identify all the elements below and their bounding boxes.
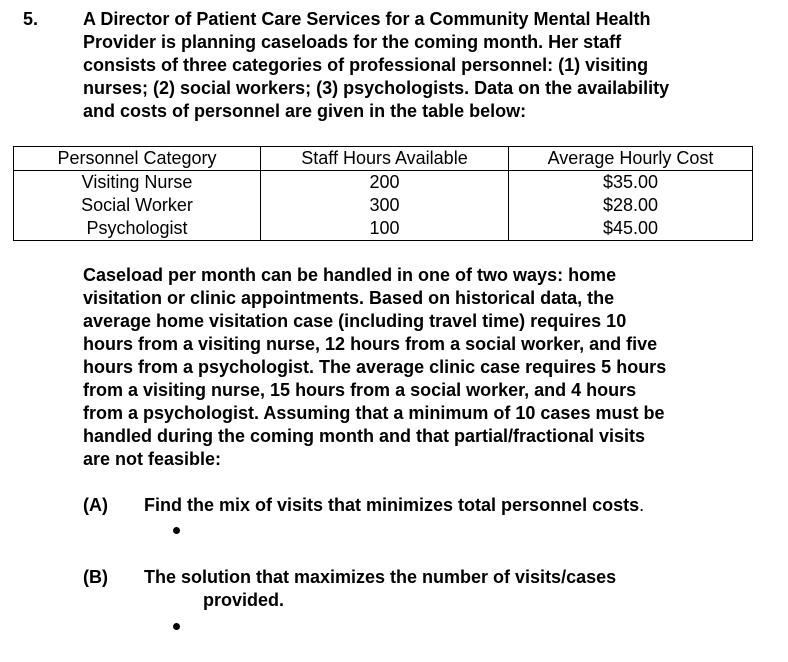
table-cell: $35.00	[602, 172, 659, 192]
part-b-text	[144, 566, 616, 612]
header-hourly-cost: Average Hourly Cost	[509, 147, 753, 171]
intro-line: A Director of Patient Care Services for a Community Mental Health	[83, 9, 651, 29]
caseload-line: Caseload per month can be handled in one of two ways: home	[83, 265, 617, 285]
table-cell: Visiting Nurse	[81, 172, 193, 192]
table-cell: 100	[369, 218, 400, 238]
intro-paragraph	[83, 8, 669, 123]
header-staff-hours: Staff Hours Available	[261, 147, 509, 171]
staff-hours-column	[261, 171, 509, 241]
personnel-table	[13, 146, 753, 241]
hourly-cost-column	[509, 171, 753, 241]
intro-line: consists of three categories of professional personnel: (1) visiting	[83, 55, 649, 75]
part-b-label: (B)	[83, 567, 108, 587]
table-body-row	[14, 171, 753, 241]
caseload-line: average home visitation case (including travel time) requires 10	[83, 311, 627, 331]
intro-line: and costs of personnel are given in the table below:	[83, 101, 527, 121]
caseload-paragraph	[83, 264, 666, 471]
answer-bullet-a	[173, 527, 180, 534]
personnel-category-column	[14, 171, 261, 241]
caseload-line: visitation or clinic appointments. Based on historical data, the	[83, 288, 615, 308]
caseload-line: are not feasible:	[83, 449, 222, 469]
table-cell: $45.00	[602, 218, 659, 238]
header-personnel-category: Personnel Category	[14, 147, 261, 171]
table-cell: 300	[369, 195, 400, 215]
table-cell: Psychologist	[86, 218, 188, 238]
caseload-line: from a psychologist. Assuming that a minimum of 10 cases must be	[83, 403, 665, 423]
table-cell: 200	[369, 172, 400, 192]
table-cell: $28.00	[602, 195, 659, 215]
table-cell: Social Worker	[81, 195, 193, 215]
intro-line: Provider is planning caseloads for the coming month. Her staff	[83, 32, 622, 52]
caseload-line: from a visiting nurse, 15 hours from a social worker, and 4 hours	[83, 380, 637, 400]
part-b-line: The solution that maximizes the number of visits/cases	[144, 567, 617, 587]
table-header-row	[14, 147, 753, 171]
answer-bullet-b	[173, 623, 180, 630]
part-b-line: provided.	[203, 590, 285, 610]
caseload-line: hours from a visiting nurse, 12 hours from a social worker, and five	[83, 334, 658, 354]
caseload-line: hours from a psychologist. The average clinic case requires 5 hours	[83, 357, 667, 377]
part-a-text	[144, 494, 644, 517]
part-a-period: .	[639, 495, 645, 515]
intro-line: nurses; (2) social workers; (3) psychologists. Data on the availability	[83, 78, 670, 98]
part-a-body: Find the mix of visits that minimizes total personnel costs	[144, 495, 640, 515]
question-number: 5.	[23, 9, 39, 29]
caseload-line: handled during the coming month and that partial/fractional visits	[83, 426, 646, 446]
part-a-label: (A)	[83, 495, 108, 515]
